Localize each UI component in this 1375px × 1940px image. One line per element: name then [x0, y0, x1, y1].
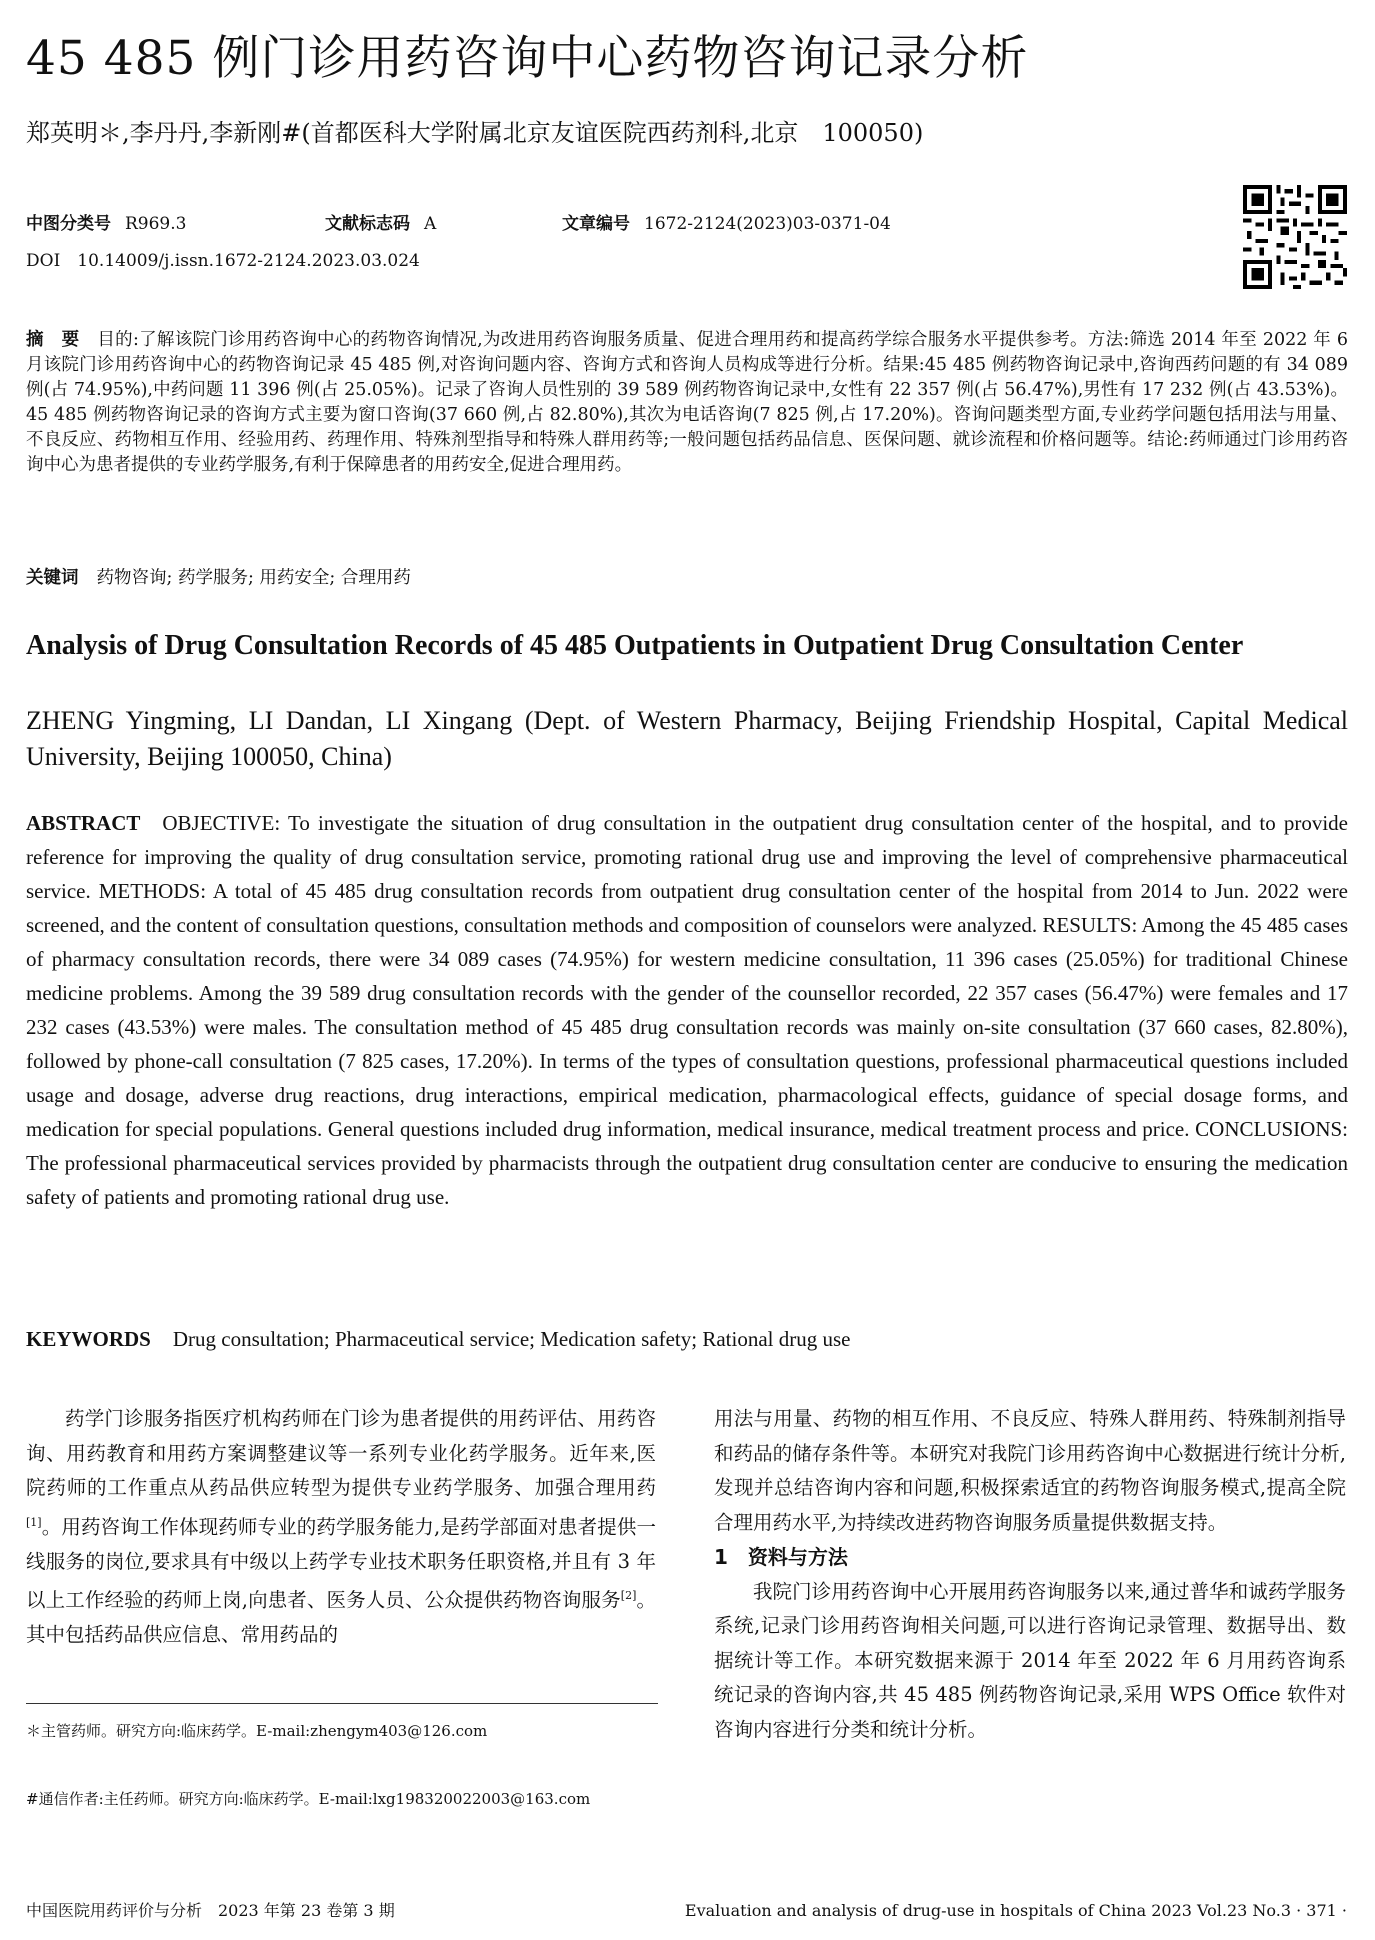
body-column-left	[26, 1402, 656, 1653]
chinese-keywords-text: 药物咨询; 药学服务; 用药安全; 合理用药	[96, 568, 411, 588]
citation-ref-1[interactable]: [1]	[26, 1515, 42, 1529]
footnote-corresponding-author: #通信作者:主任药师。研究方向:临床药学。E-mail:lxg198320022003@163.com	[26, 1790, 591, 1808]
footer-journal-chinese: 中国医院用药评价与分析 2023 年第 23 卷第 3 期	[26, 1901, 395, 1920]
methods-paragraph: 我院门诊用药咨询中心开展用药咨询服务以来,通过普华和诚药学服务系统,记录门诊用药咨询相关问题,可以进行咨询记录管理、数据导出、数据统计等工作。本研究数据来源于 2014 年至 2022 年 6 月用药咨询系统记录的咨询内容,共 45 485 例药物咨询记录,采用 WPS Office 软件对咨询内容进行分类和统计分析。	[714, 1579, 1346, 1741]
intro-text-part-1: 药学门诊服务指医疗机构药师在门诊为患者提供的用药评估、用药咨询、用药教育和用药方案调整建议等一系列专业化药学服务。近年来,医院药师的工作重点从药品供应转型为提供专业药学服务、加强合理用药	[26, 1407, 656, 1499]
intro-paragraph	[26, 1402, 656, 1653]
footnote-divider	[26, 1703, 658, 1704]
english-keywords-label: KEYWORDS	[26, 1327, 151, 1351]
article-number-value: 1672-2124(2023)03-0371-04	[644, 214, 891, 234]
footnote-first-author: ＊主管药师。研究方向:临床药学。E-mail:zhengym403@126.com	[26, 1722, 488, 1740]
article-number	[562, 212, 891, 236]
clc-value: R969.3	[125, 214, 187, 234]
intro-paragraph-continued: 用法与用量、药物的相互作用、不良反应、特殊人群用药、特殊制剂指导和药品的储存条件等。本研究对我院门诊用药咨询中心数据进行统计分析,发现并总结咨询内容和问题,积极探索适宜的药物咨询服务模式,提高全院合理用药水平,为持续改进药物咨询服务质量提供数据支持。	[714, 1407, 1346, 1534]
chinese-abstract-text: 目的:了解该院门诊用药咨询中心的药物咨询情况,为改进用药咨询服务质量、促进合理用药和提高药学综合服务水平提供参考。方法:筛选 2014 年至 2022 年 6 月该院门诊用药咨询中心的药物咨询记录 45 485 例,对咨询问题内容、咨询方式和咨询人员构成等进行分析。结果:45 485 例药物咨询记录中,咨询西药问题的有 34 089 例(占 74.95%),中药问题 11 396 例(占 25.05%)。记录了咨询人员性别的 39 589 例药物咨询记录中,女性有 22 357 例(占 56.47%),男性有 17 232 例(占 43.53%)。45 485 例药物咨询记录的咨询方式主要为窗口咨询(37 660 例,占 82.80%),其次为电话咨询(7 825 例,占 17.20%)。咨询问题类型方面,专业药学问题包括用法与用量、不良反应、药物相互作用、经验用药、药理作用、特殊剂型指导和特殊人群用药等;一般问题包括药品信息、医保问题、就诊流程和价格问题等。结论:药师通过门诊用药咨询中心为患者提供的专业药学服务,有利于保障患者的用药安全,促进合理用药。	[26, 330, 1349, 475]
qr-code-icon	[1243, 185, 1347, 289]
document-code	[325, 212, 436, 236]
english-abstract-label: ABSTRACT	[26, 811, 141, 835]
chinese-keywords	[26, 566, 411, 591]
clc-label: 中图分类号	[26, 214, 111, 234]
english-keywords-text: Drug consultation; Pharmaceutical service; Medication safety; Rational drug use	[172, 1327, 851, 1351]
english-authors: ZHENG Yingming, LI Dandan, LI Xingang (Dept. of Western Pharmacy, Beijing Friendship Hospital, Capital Medical University, Beijing 100050, China)	[26, 706, 1348, 771]
english-keywords	[26, 1322, 851, 1356]
body-column-right	[714, 1402, 1346, 1747]
chinese-abstract-label: 摘 要	[26, 330, 80, 350]
intro-text-part-3: 。其中包括药品供应信息、常用药品的	[26, 1588, 656, 1646]
english-abstract	[26, 806, 1348, 1214]
paper-title: 45 485 例门诊用药咨询中心药物咨询记录分析	[26, 31, 1029, 86]
document-code-value: A	[424, 214, 437, 234]
chinese-abstract	[26, 328, 1348, 478]
citation-ref-2[interactable]: [2]	[620, 1589, 637, 1602]
english-abstract-text: OBJECTIVE: To investigate the situation of drug consultation in the outpatient drug consultation center of the hospital, and to provide reference for improving the quality of drug consultation service, promoting rational drug use and improving the level of comprehensive pharmaceutical service. METHODS: A total of 45 485 drug consultation records from outpatient drug consultation center of the hospital from 2014 to Jun. 2022 were screened, and the content of consultation questions, consultation methods and composition of counselors were analyzed. RESULTS: Among the 45 485 cases of pharmacy consultation records, there were 34 089 cases (74.95%) for western medicine consultation, 11 396 cases (25.05%) for traditional Chinese medicine problems. Among the 39 589 drug consultation records with the gender of the counsellor recorded, 22 357 cases (56.47%) were females and 17 232 cases (43.53%) were males. The consultation method of 45 485 drug consultation records was mainly on-site consultation (37 660 cases, 82.80%), followed by phone-call consultation (7 825 cases, 17.20%). In terms of the types of consultation questions, professional pharmaceutical questions included usage and dosage, adverse drug reactions, drug interactions, empirical medication, pharmacological effects, guidance of special dosage forms, and medication for special populations. General questions included drug information, medical insurance, medical treatment process and price. CONCLUSIONS: The professional pharmaceutical services provided by pharmacists through the outpatient drug consultation center are conducive to ensuring the medication safety of patients and promoting rational drug use.	[26, 811, 1348, 1209]
article-number-label: 文章编号	[562, 214, 630, 234]
doi: DOI 10.14009/j.issn.1672-2124.2023.03.024	[26, 251, 420, 271]
document-code-label: 文献标志码	[325, 214, 410, 234]
author-affiliation-line: 郑英明＊,李丹丹,李新刚#(首都医科大学附属北京友谊医院西药剂科,北京 100050)	[26, 119, 924, 147]
footer-journal-english: Evaluation and analysis of drug-use in hospitals of China 2023 Vol.23 No.3 · 371 ·	[684, 1901, 1347, 1920]
english-title: Analysis of Drug Consultation Records of 45 485 Outpatients in Outpatient Drug Consultation Center	[26, 630, 1244, 661]
chinese-keywords-label: 关键词	[26, 568, 79, 588]
intro-text-part-2: 。用药咨询工作体现药师专业的药学服务能力,是药学部面对患者提供一线服务的岗位,要求具有中级以上药学专业技术职务任职资格,并且有 3 年以上工作经验的药师上岗,向患者、医务人员、公众提供药物咨询服务	[26, 1515, 656, 1612]
clc-number	[26, 212, 186, 236]
section-heading-materials-methods: 1 资料与方法	[714, 1545, 848, 1569]
